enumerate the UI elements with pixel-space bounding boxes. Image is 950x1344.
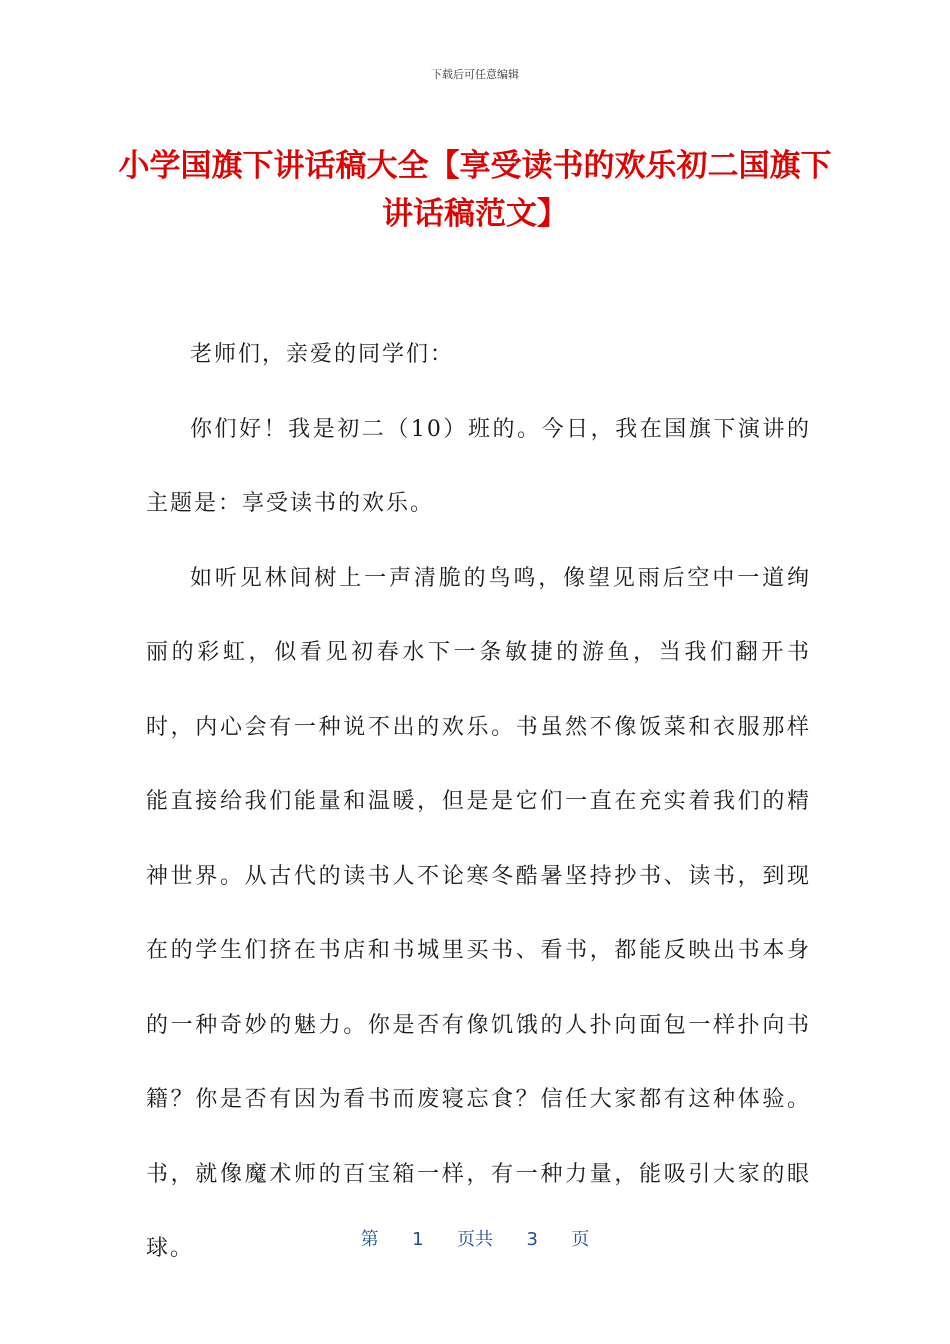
paragraph-intro: 你们好！我是初二（10）班的。今日，我在国旗下演讲的主题是：享受读书的欢乐。 — [146, 416, 811, 516]
page-current: 1 — [412, 1229, 424, 1250]
document-body — [146, 318, 811, 1287]
page-total: 3 — [526, 1229, 538, 1250]
paragraph-greeting: 老师们，亲爱的同学们： — [190, 342, 455, 367]
page-middle: 页共 — [457, 1229, 493, 1250]
page-footer — [0, 1225, 950, 1251]
page-prefix: 第 — [360, 1229, 379, 1250]
header-note: 下载后可任意编辑 — [431, 68, 519, 81]
paragraph-main: 如听见林间树上一声清脆的鸟鸣，像望见雨后空中一道绚丽的彩虹，似看见初春水下一条敏捷的游鱼，当我们翻开书时，内心会有一种说不出的欢乐。书虽然不像饭菜和衣服那样能直接给我们能量和温暖，但是是它们一直在充实着我们的精神世界。从古代的读书人不论寒冬酷暑坚持抄书、读书，到现在的学生们挤在书店和书城里买书、看书，都能反映出书本身的一种奇妙的魅力。你是否有像饥饿的人扑向面包一样扑向书籍？你是否有因为看书而废寝忘食？信任大家都有这种体验。书，就像魔术师的百宝箱一样，有一种力量，能吸引大家的眼球。 — [146, 565, 811, 1261]
page-suffix: 页 — [571, 1229, 590, 1250]
document-title: 小学国旗下讲话稿大全【享受读书的欢乐初二国旗下讲话稿范文】 — [118, 148, 832, 232]
